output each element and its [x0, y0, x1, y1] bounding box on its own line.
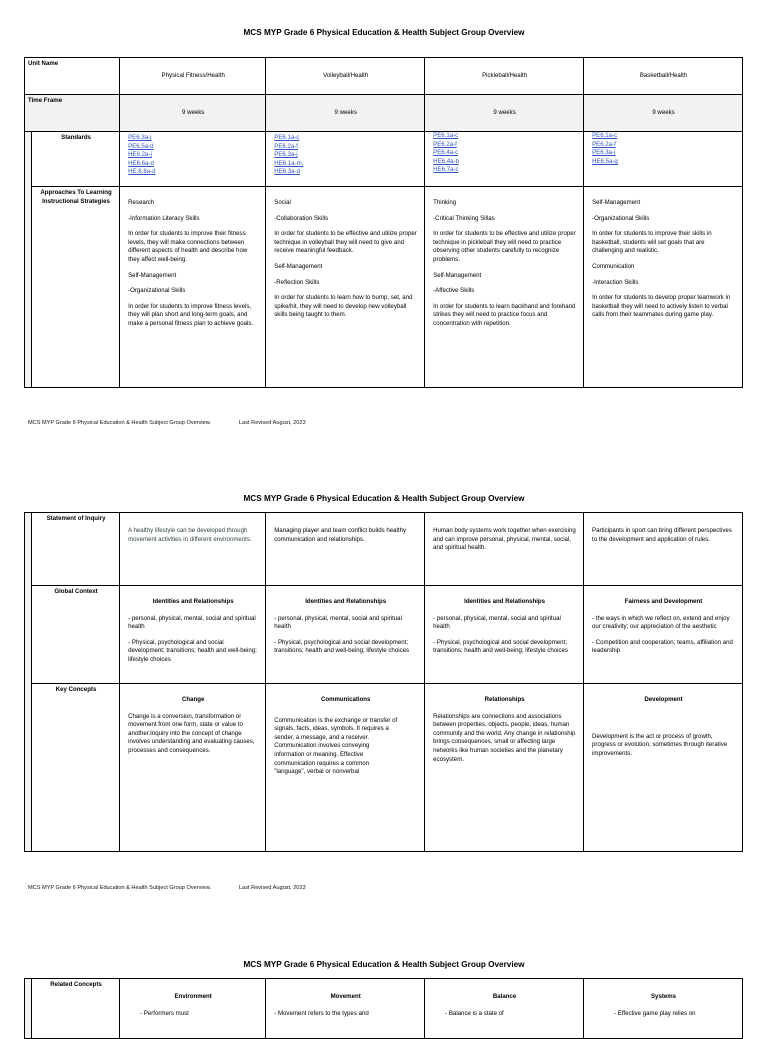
atl-text: -Organizational Skills — [128, 287, 186, 295]
standards-cell-4 — [584, 132, 743, 187]
standard-link[interactable]: PE6.3a-j — [592, 149, 616, 157]
rc-heading: Balance — [492, 993, 517, 1000]
gc-cell-2 — [266, 586, 425, 684]
standards-cell-1 — [120, 132, 266, 187]
rc-text: - Movement refers to the types and — [274, 1009, 369, 1017]
gc-text: - the ways in which we reflect on, extend and enjoy our creativity; our appreciation of the aesthetic — [592, 614, 730, 631]
gc-cell-3 — [425, 586, 584, 684]
atl-text: -Reflection Skills — [274, 278, 320, 286]
gc-heading: Identities and Relationships — [305, 598, 387, 605]
rc-text: - Effective game play relies on — [614, 1009, 696, 1017]
global-context-label: Global Context — [31, 586, 119, 684]
kc-text: Development is the act or process of growth, progress or evolution, sometimes through iterative improvements. — [592, 732, 728, 757]
atl-text: In order for students to be effective and utilize proper technique in volleyball they will need to give and receive meaningful feedback. — [274, 230, 417, 255]
row-gutter — [25, 513, 32, 852]
overview-table-2 — [24, 512, 743, 852]
kc-heading: Communications — [320, 696, 371, 703]
atl-text: In order for students to learn how to bump, set, and spike/hit, they will need to develop new volleyball skills being taught to them. — [274, 294, 413, 319]
atl-cell-4 — [584, 187, 743, 388]
atl-text: In order for students to improve fitness levels, they will plan short and long-term goals, and make a personal fitness plan to achieve goals. — [128, 302, 254, 327]
row-gutter — [25, 979, 32, 1039]
gc-text: - personal, physical, mental, social and spiritual health — [128, 614, 256, 631]
atl-text: In order for students to be effective and utilize proper technique in pickleball they will need to practice observing other students carefully to recognize problems. — [433, 230, 576, 263]
rc-text: - Performers must — [140, 1009, 189, 1017]
atl-text: -Critical Thinking Sillas — [433, 214, 495, 222]
atl-label: Approaches To Learning Instructional Strategies — [31, 187, 119, 388]
atl-text: Research — [128, 199, 155, 206]
unit-name-label: Unit Name — [25, 58, 120, 95]
standard-link[interactable]: PE6.3a-j — [128, 134, 152, 141]
gc-text: - Physical, psychological and social development; transitions; health and well-being; lifestyle choices — [433, 638, 568, 655]
gc-text: - Competition and cooperation; teams, affiliation and leadership — [592, 638, 733, 655]
rc-heading: Systems — [650, 993, 677, 1000]
standards-cell-3 — [425, 132, 584, 187]
footer-revised: Last Revised August, 2023 — [239, 885, 306, 891]
unit-name-4: Basketball/Health — [584, 58, 743, 95]
kc-text: Change is a conversion, transformation or movement from one form, state or value to another.Inquiry into the concept of change involves understanding and evaluating causes, processes and consequences. — [128, 712, 255, 754]
overview-table-3 — [24, 978, 743, 1039]
standard-link[interactable]: HE6.1a-m, — [274, 159, 304, 167]
gc-heading: Identities and Relationships — [152, 598, 234, 605]
atl-text: -Affective Skills — [433, 287, 475, 295]
time-frame-4: 9 weeks — [584, 95, 743, 132]
atl-text: Thinking — [433, 199, 457, 206]
footer-doc-name: MCS MYP Grade 6 Physical Education & Health Subject Group Overview. — [28, 885, 212, 891]
standard-link[interactable]: HE6.7a-c — [433, 166, 459, 174]
page-footer — [28, 885, 306, 891]
gc-text: - Physical, psychological and social development; transitions; health and well-being; lifestyle choices — [128, 638, 257, 663]
standard-link[interactable]: PE6.1a-c — [274, 134, 300, 141]
rc-text: - Balance is a state of — [445, 1009, 504, 1017]
page-footer — [28, 420, 306, 426]
atl-cell-3 — [425, 187, 584, 388]
standard-link[interactable]: PE6.5a-d — [128, 142, 154, 150]
standard-link[interactable]: PE6.2a-f — [433, 140, 457, 148]
standard-link[interactable]: HE6.6a-d — [128, 159, 154, 167]
standard-link[interactable]: HE.6.8a-d — [128, 168, 156, 176]
page-title: MCS MYP Grade 6 Physical Education & Health Subject Group Overview — [243, 28, 525, 37]
row-gutter — [25, 132, 32, 388]
atl-text: Self-Management — [274, 262, 323, 270]
footer-doc-name: MCS MYP Grade 6 Physical Education & Health Subject Group Overview. — [28, 420, 212, 426]
atl-text: In order for students to learn backhand and forehand strikes they will need to practice focus and concentration with repetition. — [433, 302, 576, 327]
unit-name-2: Volleyball/Health — [266, 58, 425, 95]
gc-heading: Identities and Relationships — [464, 598, 546, 605]
soi-cell-4: Participants in sport can bring different perspectives to the development and application of rules. — [584, 513, 743, 586]
atl-text: -Information Literacy Skills — [128, 214, 200, 222]
kc-cell-1 — [120, 684, 266, 852]
standard-link[interactable]: HE6.2a-j — [128, 151, 152, 159]
page-title: MCS MYP Grade 6 Physical Education & Health Subject Group Overview — [243, 960, 525, 969]
time-frame-1: 9 weeks — [120, 95, 266, 132]
atl-text: In order for students to develop proper teamwork in basketball they will need to actively listen to verbal calls from their teammates during game play. — [592, 294, 731, 319]
atl-text: In order for students to improve their skills in basketball, students will set goals that are challenging and realistic. — [592, 230, 712, 255]
rc-cell-1 — [120, 979, 266, 1039]
key-concepts-label: Key Concepts — [31, 684, 119, 852]
atl-text: Self-Management — [592, 199, 641, 206]
kc-cell-2 — [266, 684, 425, 852]
atl-text: Self-Management — [433, 271, 482, 279]
gc-heading: Fairness and Development — [624, 598, 703, 605]
rc-heading: Environment — [174, 993, 212, 1000]
atl-text: -Collaboration Skills — [274, 214, 329, 222]
standard-link[interactable]: PE6.2a-f — [592, 140, 616, 148]
atl-text: In order for students to improve their fitness levels, they will make connections between different aspects of health and describe how they affect well-being. — [128, 230, 248, 263]
soi-cell-1: A healthy lifestyle can be developed through movement activities in different environments. — [120, 513, 266, 586]
footer-revised: Last Revised August, 2023 — [239, 420, 306, 426]
soi-cell-2: Managing player and team conflict builds healthy communication and relationships. — [266, 513, 425, 586]
standard-link[interactable]: HE6.3a-d — [274, 168, 300, 176]
gc-text: - Physical, psychological and social development; transitions; health and well-being; lifestyle choices — [274, 638, 410, 655]
rc-cell-2 — [266, 979, 425, 1039]
soi-label: Statement of Inquiry — [31, 513, 119, 586]
unit-name-3: Pickleball/Health — [425, 58, 584, 95]
kc-heading: Relationships — [484, 696, 525, 703]
rc-cell-3 — [425, 979, 584, 1039]
atl-cell-1 — [120, 187, 266, 388]
standards-label: Standards — [31, 132, 119, 187]
standard-link[interactable]: HE6.4a-b — [433, 157, 459, 165]
time-frame-2: 9 weeks — [266, 95, 425, 132]
page-title: MCS MYP Grade 6 Physical Education & Health Subject Group Overview — [243, 494, 525, 503]
gc-cell-4 — [584, 586, 743, 684]
atl-text: -Organizational Skills — [592, 214, 650, 222]
gc-cell-1 — [120, 586, 266, 684]
standard-link[interactable]: PE6.1a-c — [592, 132, 618, 139]
unit-name-1: Physical Fitness/Health — [120, 58, 266, 95]
kc-text: Communication is the exchange or transfer of signals, facts, ideas, symbols. It requires a sender, a message, and a receiver. Communication involves conveying information or meaning. Effective communication requires a common "language", verbal or nonverbal — [274, 716, 398, 776]
atl-text: Self-Management — [128, 271, 177, 279]
kc-cell-4 — [584, 684, 743, 852]
standard-link[interactable]: HE6.5a-g — [592, 157, 618, 165]
soi-cell-3: Human body systems work together when exercising and can improve personal, physical, mental, social, and spiritual health. — [425, 513, 584, 586]
kc-text: Relationships are connections and associations between properties, objects, people, ideas, human community and the world. Any change in relationship brings consequences, small or affecting large networks like human societies and the planetary ecosystem. — [433, 712, 576, 763]
atl-text: Social — [274, 199, 291, 206]
kc-heading: Development — [644, 696, 683, 703]
related-concepts-label: Related Concepts — [31, 979, 119, 1039]
gc-text: - personal, physical, mental, social and spiritual health — [274, 614, 402, 631]
standards-cell-2 — [266, 132, 425, 187]
standard-link[interactable]: PE6.1a-c — [433, 132, 459, 139]
standard-link[interactable]: PE6.2a-f — [274, 142, 298, 150]
rc-heading: Movement — [330, 993, 361, 1000]
atl-cell-2 — [266, 187, 425, 388]
time-frame-3: 9 weeks — [425, 95, 584, 132]
kc-heading: Change — [181, 696, 205, 703]
atl-text: Communication — [592, 262, 635, 270]
atl-text: -Interaction Skills — [592, 278, 639, 286]
time-frame-label: Time Frame — [25, 95, 120, 132]
rc-cell-4 — [584, 979, 743, 1039]
standard-link[interactable]: PE6.3a-j — [274, 151, 298, 159]
overview-table-1 — [24, 57, 743, 388]
standard-link[interactable]: PE6.4a-c — [433, 149, 459, 157]
kc-cell-3 — [425, 684, 584, 852]
gc-text: - personal, physical, mental, social and spiritual health — [433, 614, 561, 631]
